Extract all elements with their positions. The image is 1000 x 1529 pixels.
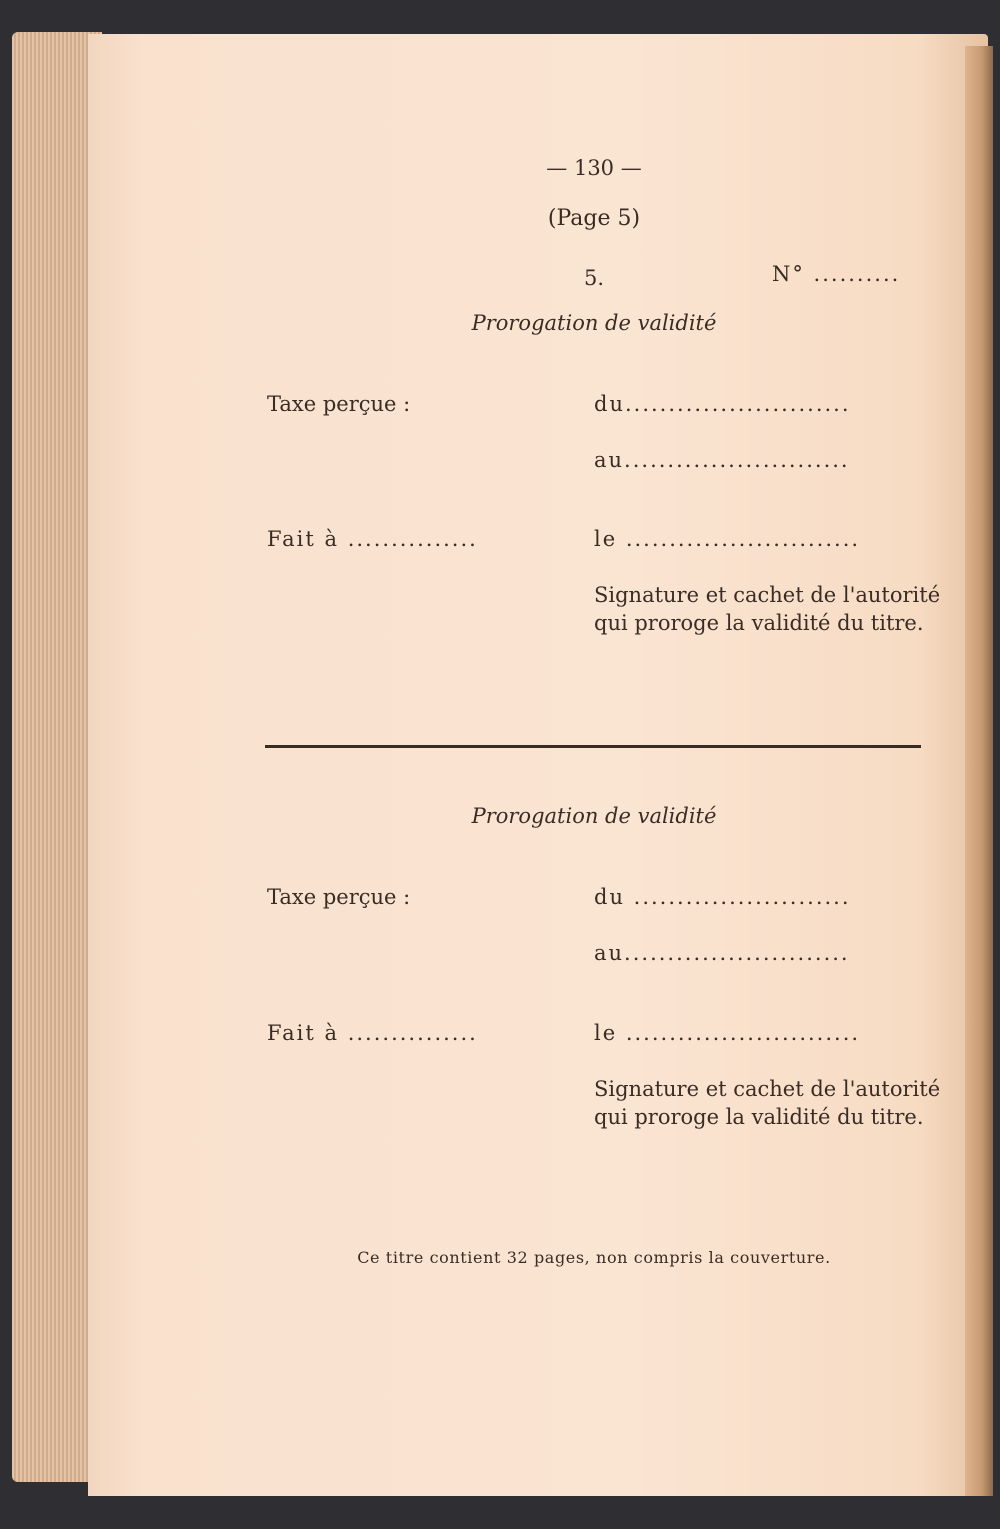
block-1-le-line: le ...........................	[594, 527, 861, 551]
block-1-title: Prorogation de validité	[471, 311, 717, 335]
block-2-fait-line: Fait à ...............	[267, 1021, 478, 1045]
book-gutter	[965, 46, 993, 1496]
section-number: 5.	[584, 266, 605, 290]
block-2-signature-line-2: qui proroge la validité du titre.	[594, 1105, 924, 1129]
number-field: N° ..........	[772, 262, 901, 286]
block-2-le-line: le ...........................	[594, 1021, 861, 1045]
block-1-signature-line-2: qui proroge la validité du titre.	[594, 611, 924, 635]
block-1-signature-line-1: Signature et cachet de l'autorité	[594, 583, 941, 607]
page-reference: (Page 5)	[547, 206, 641, 231]
footer-note: Ce titre contient 32 pages, non compris la couverture.	[357, 1248, 831, 1267]
block-1-au-line: au..........................	[594, 448, 850, 472]
block-2-title: Prorogation de validité	[471, 804, 717, 828]
block-2-du-line: du .........................	[594, 885, 851, 909]
page-number: — 130 —	[546, 156, 642, 180]
block-1-taxe-label: Taxe perçue :	[267, 392, 411, 416]
document-page	[88, 34, 988, 1496]
block-1-du-line: du..........................	[594, 392, 851, 416]
block-2-au-line: au..........................	[594, 941, 850, 965]
block-2-taxe-label: Taxe perçue :	[267, 885, 411, 909]
section-divider	[265, 745, 921, 748]
block-2-signature-line-1: Signature et cachet de l'autorité	[594, 1077, 941, 1101]
block-1-fait-line: Fait à ...............	[267, 527, 478, 551]
